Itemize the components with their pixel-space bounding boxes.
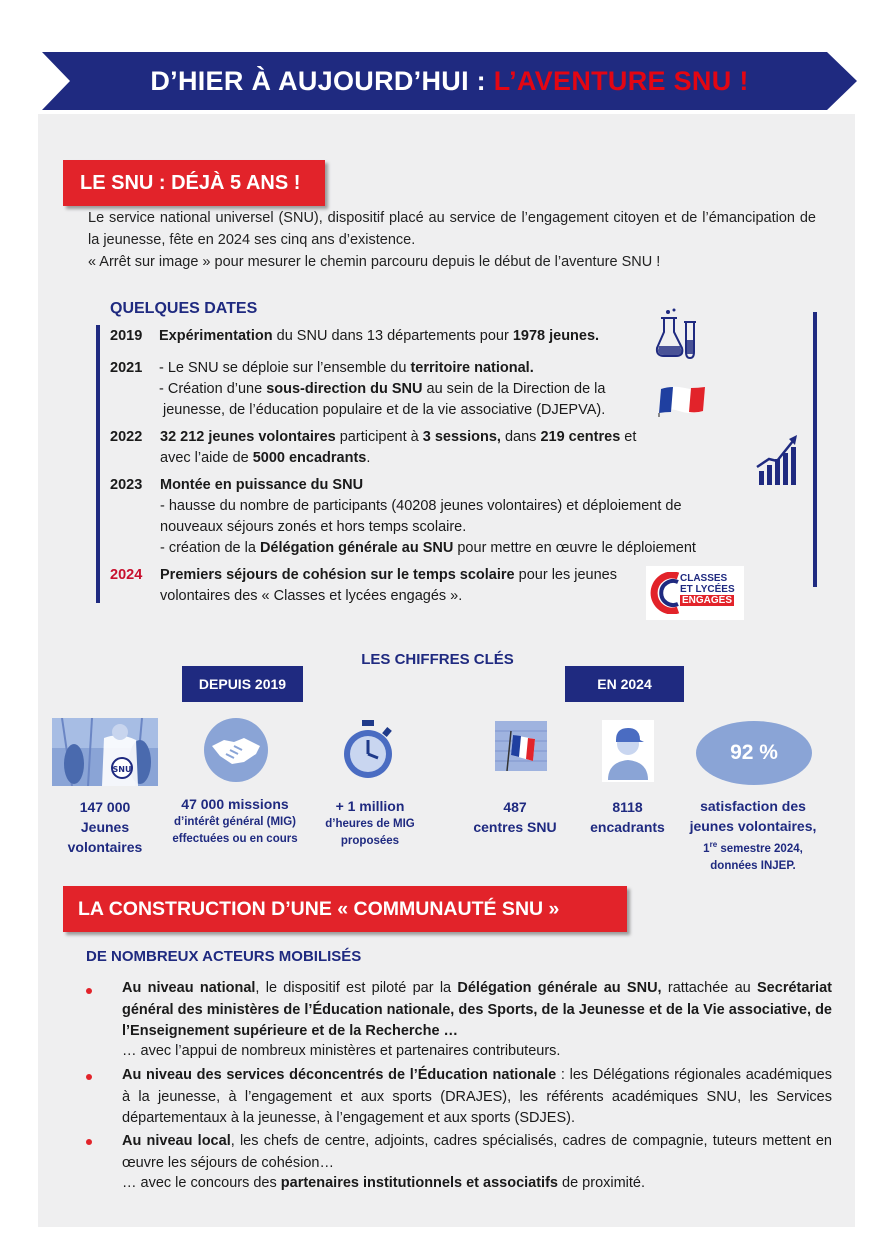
timeline-entry-2023: Montée en puissance du SNU - hausse du nombre de participants (40208 jeunes volontaires) et déploiement de nouveaux séjours zonés et hors temps scolaire. - création de la Délégation générale au SNU pour mettre en œuvre le déploiement — [160, 477, 696, 556]
year-2021: 2021 — [110, 360, 143, 376]
figure-missions: 47 000 missions d’intérêt général (MIG) effectuées ou en cours — [172, 796, 298, 845]
figure-heures: + 1 million d’heures de MIG proposées — [325, 798, 415, 847]
logo-text-engages: ENGAGÉS — [682, 595, 733, 606]
section-heading-communaute: LA CONSTRUCTION D’UNE « COMMUNAUTÉ SNU » — [63, 886, 627, 932]
content-panel — [38, 114, 855, 1227]
figure-jeunes: 147 000 Jeunes volontaires — [67, 799, 143, 855]
timeline-bar-left — [96, 325, 100, 603]
flask-icon — [654, 308, 698, 362]
page-title: D’HIER À AUJOURD’HUI : L’AVENTURE SNU ! — [150, 66, 749, 96]
logo-text-classes: CLASSES — [680, 573, 728, 584]
intro-paragraph: Le service national universel (SNU), dispositif placé au service de l’engagement citoyen et de l’émancipation de la jeunesse, fête en 2024 ses cinq ans d’existence. — [88, 210, 816, 248]
intro-tagline: « Arrêt sur image » pour mesurer le chemin parcouru depuis le début de l’aventure SNU ! — [88, 254, 661, 270]
satisfaction-percentage: 92 % — [730, 741, 778, 764]
acteurs-heading: DE NOMBREUX ACTEURS MOBILISÉS — [86, 948, 362, 965]
staff-member-photo — [602, 720, 654, 782]
bullet-icon — [85, 1073, 93, 1081]
dates-heading: QUELQUES DATES — [110, 300, 258, 317]
bullet-icon — [85, 987, 93, 995]
chiffres-heading: LES CHIFFRES CLÉS — [361, 651, 514, 668]
growth-chart-icon — [755, 433, 801, 489]
stopwatch-icon — [340, 718, 396, 782]
timeline-bar-right — [813, 312, 817, 587]
section-heading-snu-5-ans: LE SNU : DÉJÀ 5 ANS ! — [63, 160, 325, 206]
paragraph-services-deconcentres: Au niveau des services déconcentrés de l’Éducation nationale : les Délégations régionales académiques à la jeunesse, à l’engagement et aux sports (DRAJES), les référents académiques SNU, les Services départementaux à la jeunesse, à l’engagement et aux sports (SDJES). — [122, 1067, 832, 1126]
paragraph-national-continuation: … avec l’appui de nombreux ministères et partenaires contributeurs. — [122, 1043, 561, 1059]
year-2024: 2024 — [110, 567, 143, 583]
svg-text:SNU: SNU — [112, 765, 132, 774]
logo-text-lycees: ET LYCÉES — [680, 584, 735, 595]
flag-building-photo — [495, 721, 547, 771]
handshake-icon — [204, 718, 268, 782]
logo-arc-icon — [650, 572, 682, 614]
bullet-icon — [85, 1138, 93, 1146]
french-flag-icon — [657, 383, 707, 417]
year-2023: 2023 — [110, 477, 143, 493]
paragraph-niveau-local: Au niveau local, les chefs de centre, adjoints, cadres spécialisés, cadres de compagnie, tuteurs mettent en œuvre les séjours de cohésion… — [122, 1133, 832, 1171]
classes-lycees-engages-logo — [646, 566, 744, 620]
year-2022: 2022 — [110, 429, 143, 445]
timeline-entry-2021: - Le SNU se déploie sur l’ensemble du territoire national. - Création d’une sous-direction du SNU au sein de la Direction de la jeunesse, de l’éducation populaire et de la vie associative (DJEPVA). — [159, 360, 606, 418]
timeline-entry-2022: 32 212 jeunes volontaires participent à 3 sessions, dans 219 centres et avec l’aide de 5000 encadrants. — [160, 429, 637, 466]
figure-satisfaction: satisfaction des jeunes volontaires, 1re semestre 2024, données INJEP. — [689, 798, 817, 872]
en-2024-label: EN 2024 — [565, 666, 684, 702]
figure-centres: 487 centres SNU — [473, 799, 557, 835]
year-2019: 2019 — [110, 328, 143, 344]
paragraph-niveau-national: Au niveau national, le dispositif est piloté par la Délégation générale au SNU, rattachée au Secrétariat général des ministères de l’Éducation nationale, des Sports, de la Jeunesse et de la Vie associative, de l’Enseignement supérieure et de la Recherche … — [122, 980, 832, 1039]
timeline-entry-2019: Expérimentation du SNU dans 13 départements pour 1978 jeunes. — [159, 328, 600, 344]
depuis-2019-label: DEPUIS 2019 — [182, 666, 303, 702]
figure-encadrants: 8118 encadrants — [590, 799, 665, 835]
paragraph-local-continuation: … avec le concours des partenaires institutionnels et associatifs de proximité. — [122, 1175, 646, 1191]
volunteers-photo — [52, 718, 158, 786]
timeline-entry-2024: Premiers séjours de cohésion sur le temps scolaire pour les jeunes volontaires des « Classes et lycées engagés ». — [160, 567, 617, 604]
